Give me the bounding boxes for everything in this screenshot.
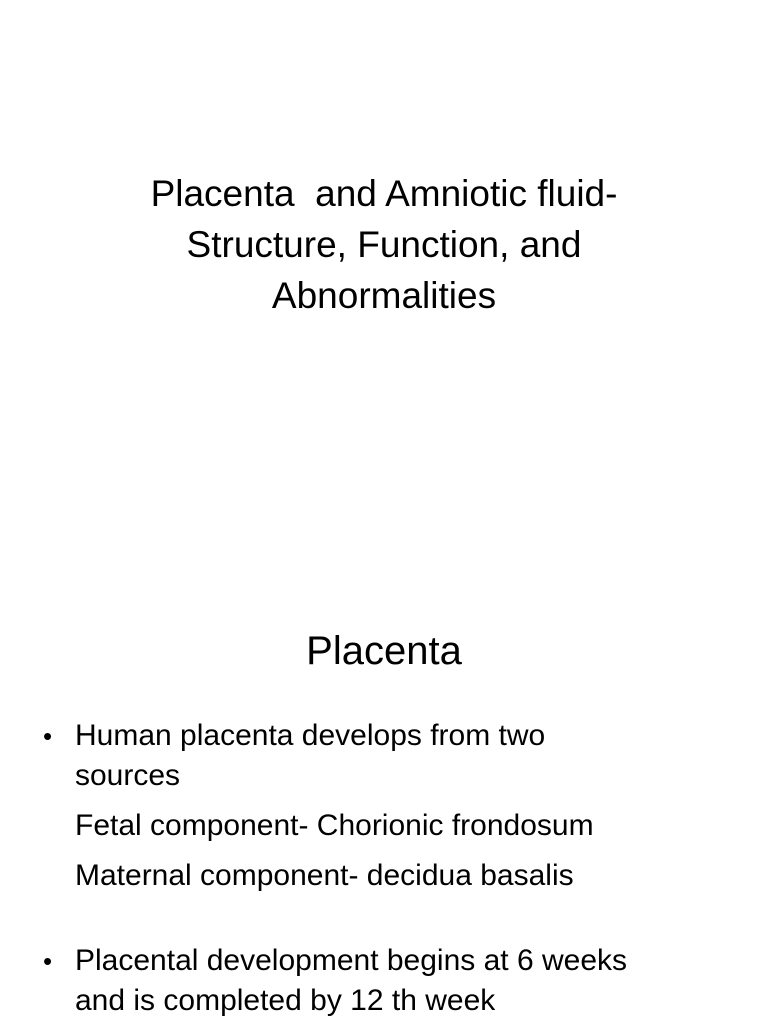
- sub-item-fetal: [0, 806, 768, 846]
- bullet-item-sources: [0, 716, 768, 796]
- bullet-line: Human placenta develops from two: [75, 719, 546, 752]
- sub-item-text: Maternal component- decidua basalis: [75, 859, 574, 892]
- bullet-line: and is completed by 12 th week: [75, 984, 496, 1017]
- title-line-3: Abnormalities: [271, 275, 497, 316]
- bullet-line: sources: [75, 759, 181, 792]
- sub-item-text: Fetal component- Chorionic frondosum: [75, 809, 594, 842]
- slide-heading: Placenta: [306, 629, 462, 673]
- slide-title: [0, 168, 768, 321]
- title-line-1: Placenta and Amniotic fluid-: [150, 173, 618, 214]
- spacer: [0, 896, 768, 941]
- sub-item-maternal: [0, 856, 768, 896]
- title-line-2: Structure, Function, and: [186, 224, 582, 265]
- placenta-slide: [0, 576, 768, 1024]
- bullet-dot-icon: •: [43, 721, 53, 751]
- bullet-line: Placental development begins at 6 weeks: [75, 944, 628, 977]
- bullet-list: [0, 716, 768, 1021]
- bullet-item-development: [0, 941, 768, 1021]
- bullet-dot-icon: •: [43, 946, 53, 976]
